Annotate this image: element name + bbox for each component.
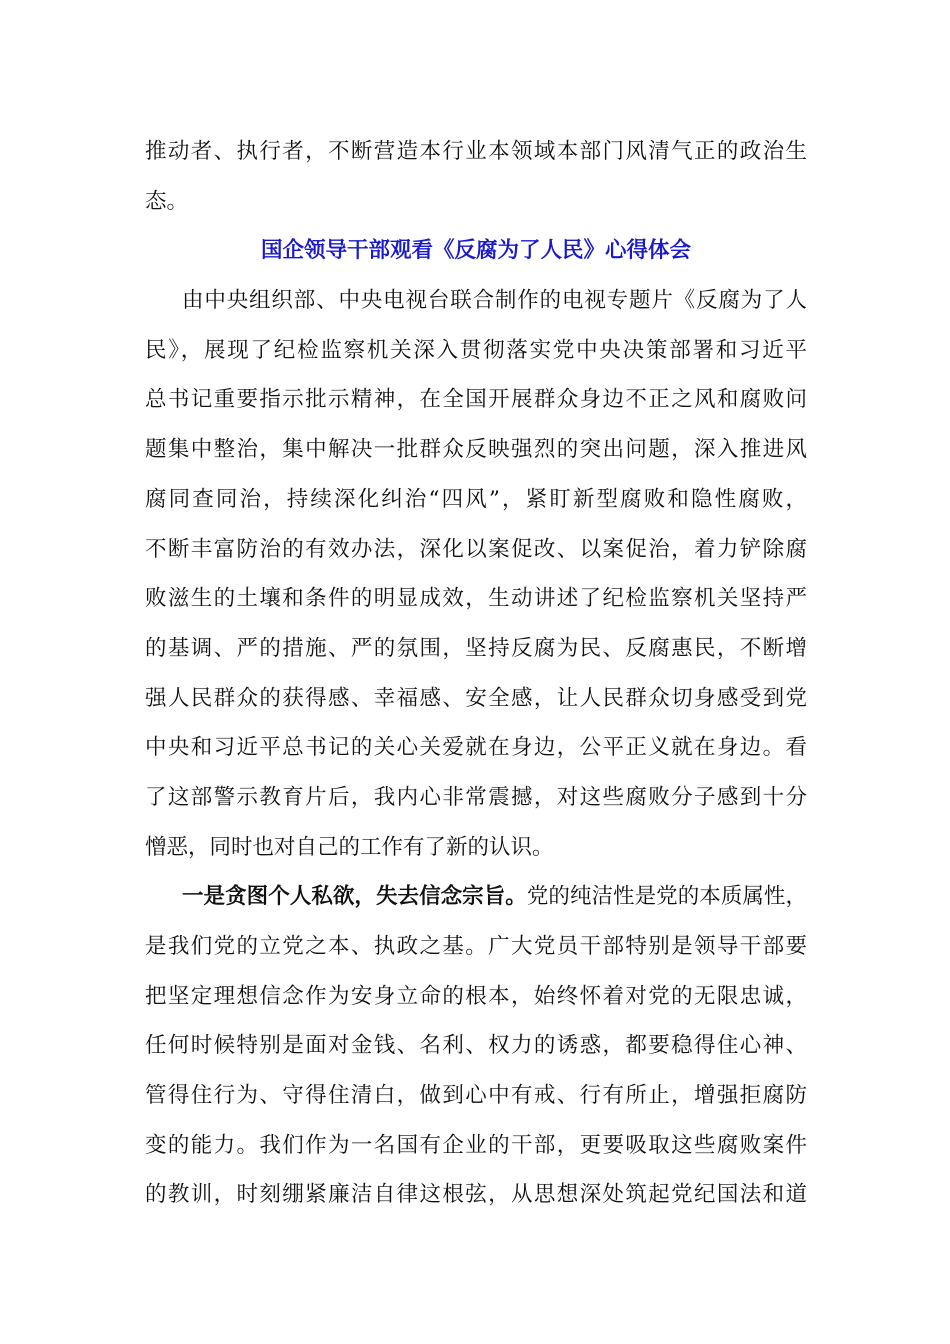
text-line: [145, 872, 807, 922]
text-line: 中央和习近平总书记的关心关爱就在身边，公平正义就在身边。看: [145, 735, 807, 761]
text-line: 的教训，时刻绷紧廉洁自律这根弦，从思想深处筑起党纪国法和道: [145, 1182, 807, 1208]
text-line: 不断丰富防治的有效办法，深化以案促改、以案促治，着力铲除腐: [145, 536, 807, 562]
text-line: 题集中整治，集中解决一批群众反映强烈的突出问题，深入推进风: [145, 437, 807, 463]
text-line: 败滋生的土壤和条件的明显成效，生动讲述了纪检监察机关坚持严: [145, 586, 807, 612]
text-line: 变的能力。我们作为一名国有企业的干部，更要吸取这些腐败案件: [145, 1132, 807, 1158]
text-line: 任何时候特别是面对金钱、名利、权力的诱惑，都要稳得住心神、: [145, 1033, 807, 1059]
text-line: 总书记重要指示批示精神，在全国开展群众身边不正之风和腐败问: [145, 387, 807, 413]
text-line: 腐同查同治，持续深化纠治“四风”，紧盯新型腐败和隐性腐败，: [145, 486, 807, 512]
text-line: 管得住行为、守得住清白，做到心中有戒、行有所止，增强拒腐防: [145, 1083, 807, 1109]
text-line: 是我们党的立党之本、执政之基。广大党员干部特别是领导干部要: [145, 934, 807, 959]
text-span: 党的纯洁性是党的本质属性，: [526, 884, 807, 910]
text-line: 了这部警示教育片后，我内心非常震撼，对这些腐败分子感到十分: [145, 784, 807, 810]
text-line: 民》，展现了纪检监察机关深入贯彻落实党中央决策部署和习近平: [145, 337, 807, 363]
section-title: 国企领导干部观看《反腐为了人民》心得体会: [260, 238, 691, 264]
text-line: 态。: [145, 188, 189, 214]
text-line: 强人民群众的获得感、幸福感、安全感，让人民群众切身感受到党: [145, 685, 807, 711]
bold-heading: 一是贪图个人私欲，失去信念宗旨。: [182, 884, 527, 910]
document-page: [145, 127, 807, 1220]
text-line: 由中央组织部、中央电视台联合制作的电视专题片《反腐为了人: [182, 288, 807, 314]
text-line: 推动者、执行者，不断营造本行业本领域本部门风清气正的政治生: [145, 139, 807, 164]
text-line: 把坚定理想信念作为安身立命的根本，始终怀着对党的无限忠诚，: [145, 983, 807, 1009]
text-line: 的基调、严的措施、严的氛围，坚持反腐为民、反腐惠民，不断增: [145, 635, 807, 661]
text-line: 憎恶，同时也对自己的工作有了新的认识。: [145, 834, 554, 860]
